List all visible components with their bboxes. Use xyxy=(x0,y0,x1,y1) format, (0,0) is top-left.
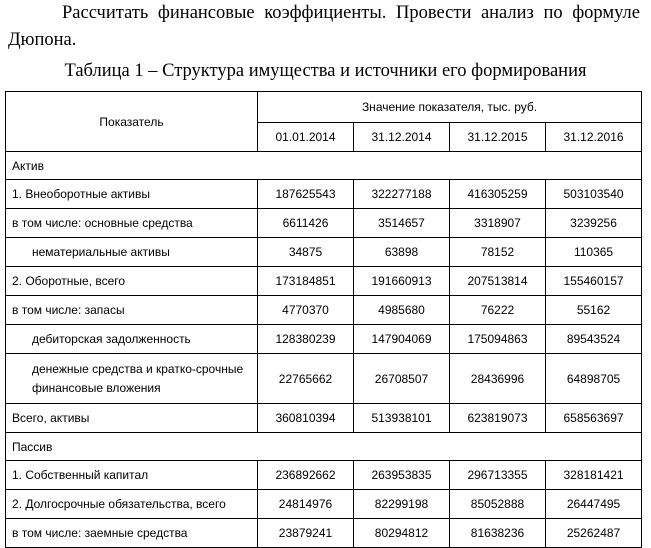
table-row xyxy=(6,519,642,548)
cell-value: 6611426 xyxy=(258,209,354,238)
row-label: 2. Оборотные, всего xyxy=(6,267,258,296)
row-label: Всего, активы xyxy=(6,404,258,433)
table-row xyxy=(6,490,642,519)
cell-value: 23879241 xyxy=(258,519,354,548)
cell-value: 34875 xyxy=(258,238,354,267)
cell-value: 85052888 xyxy=(450,490,546,519)
cell-value: 328181421 xyxy=(546,461,642,490)
cell-value: 173184851 xyxy=(258,267,354,296)
section-label: Пассив xyxy=(6,433,642,461)
header-date: 31.12.2015 xyxy=(450,123,546,152)
cell-value: 22765662 xyxy=(258,354,354,404)
row-label: в том числе: основные средства xyxy=(6,209,258,238)
cell-value: 28436996 xyxy=(450,354,546,404)
row-label: 1. Собственный капитал xyxy=(6,461,258,490)
table-caption: Таблица 1 – Структура имущества и источники его формирования xyxy=(64,61,587,81)
cell-value: 55162 xyxy=(546,296,642,325)
row-label: в том числе: заемные средства xyxy=(6,519,258,548)
row-label: денежные средства и кратко-срочные финансовые вложения xyxy=(6,354,258,404)
cell-value: 658563697 xyxy=(546,404,642,433)
table-row xyxy=(6,354,642,404)
cell-value: 24814976 xyxy=(258,490,354,519)
cell-value: 503103540 xyxy=(546,180,642,209)
section-label: Актив xyxy=(6,152,642,180)
header-date: 31.12.2016 xyxy=(546,123,642,152)
task-text-line1: Рассчитать финансовые коэффициенты. Провести анализ по формуле xyxy=(62,3,640,23)
cell-value: 4985680 xyxy=(354,296,450,325)
row-label: 2. Долгосрочные обязательства, всего xyxy=(6,490,258,519)
cell-value: 236892662 xyxy=(258,461,354,490)
cell-value: 81638236 xyxy=(450,519,546,548)
cell-value: 155460157 xyxy=(546,267,642,296)
cell-value: 82299198 xyxy=(354,490,450,519)
header-date: 01.01.2014 xyxy=(258,123,354,152)
table-row xyxy=(6,404,642,433)
cell-value: 63898 xyxy=(354,238,450,267)
cell-value: 25262487 xyxy=(546,519,642,548)
cell-value: 4770370 xyxy=(258,296,354,325)
table-row xyxy=(6,267,642,296)
task-text-line2: Дюпона. xyxy=(8,30,77,50)
cell-value: 263953835 xyxy=(354,461,450,490)
table-row xyxy=(6,238,642,267)
table-row xyxy=(6,209,642,238)
table-row xyxy=(6,325,642,354)
cell-value: 296713355 xyxy=(450,461,546,490)
cell-value: 78152 xyxy=(450,238,546,267)
cell-value: 416305259 xyxy=(450,180,546,209)
header-indicator: Показатель xyxy=(6,92,258,152)
cell-value: 3514657 xyxy=(354,209,450,238)
header-row-1 xyxy=(6,92,642,123)
cell-value: 3318907 xyxy=(450,209,546,238)
cell-value: 3239256 xyxy=(546,209,642,238)
cell-value: 110365 xyxy=(546,238,642,267)
task-paragraph xyxy=(8,0,640,54)
cell-value: 191660913 xyxy=(354,267,450,296)
cell-value: 513938101 xyxy=(354,404,450,433)
cell-value: 26708507 xyxy=(354,354,450,404)
cell-value: 76222 xyxy=(450,296,546,325)
row-label: нематериальные активы xyxy=(6,238,258,267)
cell-value: 80294812 xyxy=(354,519,450,548)
cell-value: 623819073 xyxy=(450,404,546,433)
row-label: в том числе: запасы xyxy=(6,296,258,325)
cell-value: 128380239 xyxy=(258,325,354,354)
cell-value: 207513814 xyxy=(450,267,546,296)
cell-value: 175094863 xyxy=(450,325,546,354)
table-row xyxy=(6,296,642,325)
cell-value: 147904069 xyxy=(354,325,450,354)
table-row xyxy=(6,180,642,209)
cell-value: 187625543 xyxy=(258,180,354,209)
assets-table xyxy=(5,91,642,548)
cell-value: 26447495 xyxy=(546,490,642,519)
row-label: дебиторская задолженность xyxy=(6,325,258,354)
header-value: Значение показателя, тыс. руб. xyxy=(258,92,642,123)
cell-value: 322277188 xyxy=(354,180,450,209)
header-date: 31.12.2014 xyxy=(354,123,450,152)
cell-value: 89543524 xyxy=(546,325,642,354)
cell-value: 360810394 xyxy=(258,404,354,433)
cell-value: 64898705 xyxy=(546,354,642,404)
table-row xyxy=(6,461,642,490)
row-label: 1. Внеоборотные активы xyxy=(6,180,258,209)
section-row-assets xyxy=(6,152,642,180)
section-row-liabilities xyxy=(6,433,642,461)
